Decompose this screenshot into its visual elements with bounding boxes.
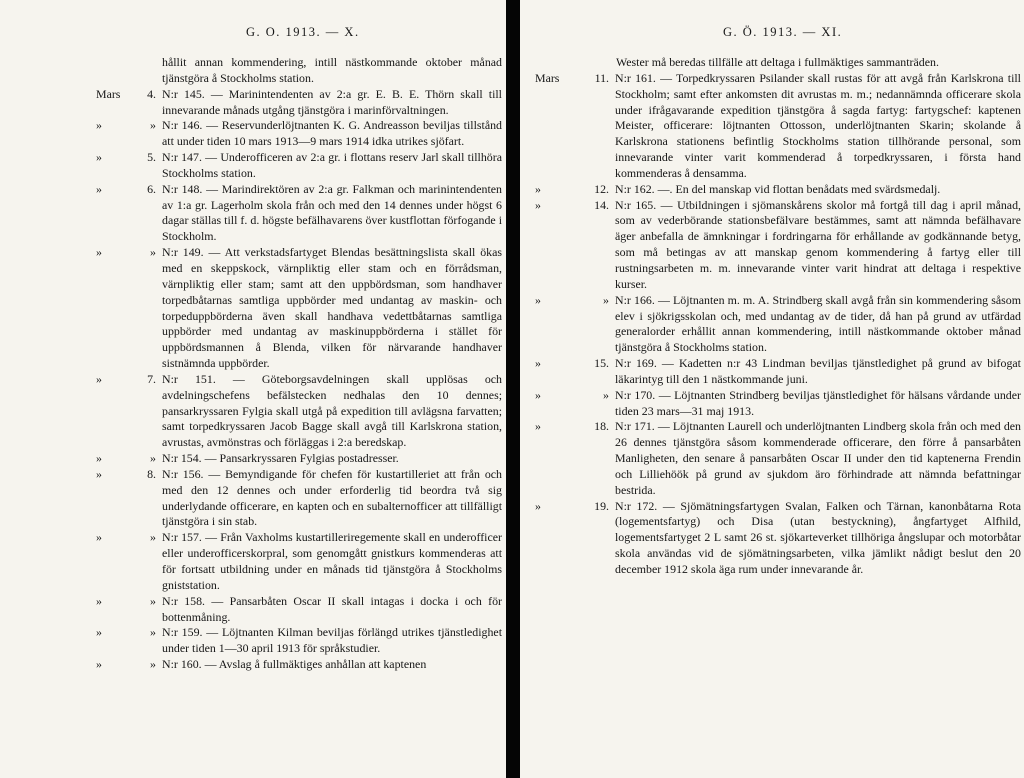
entry-month: » bbox=[96, 530, 102, 545]
entry-text: N:r 161. — Torpedkryssaren Psilander skall rustas för att avgå från Karlskrona till Stockholm; samt efter ankomsten dit avrustas m. m.; nedannämnda officerare skola under ifrågavarande expedition tjänstgöra å sagda fartyg: fartygschef: kaptenen Meister, officerare: löjtnanten Ottosson, underlöjtnanten Skarin; skolande å Karlskrona stationens befintlig Stockholms station tillhörande personal, som innevarande vinter varit kommenderad å torpedkryssaren, i första hand kommenderas å densamma. bbox=[615, 70, 1021, 180]
entry-text: N:r 165. — Utbildningen i sjömanskårens skolor må fortgå till dag i april månad, som av vederbörande stationsbefälvare bestämmes, samt att nämnda befälhavare äger anbefalla de ämnkningar i fordringarna för erhållande av godkännande betyg, som må betingas av att manskap genom kommendering å fartyg eller till rustningsarbeten m. m. innevarande vinter varit hindrat att deltaga i respektive kurser. bbox=[615, 197, 1021, 291]
order-entry bbox=[535, 182, 1021, 198]
entry-text: N:r 158. — Pansarbåten Oscar II skall intagas i docka i och för bottenmåning. bbox=[162, 593, 502, 624]
order-entry bbox=[535, 388, 1021, 420]
entry-month: » bbox=[96, 593, 102, 608]
entry-text: N:r 159. — Löjtnanten Kilman beviljas förlängd utrikes tjänstledighet under tiden 1—30 april 1913 för språkstudier. bbox=[162, 625, 502, 656]
order-entry bbox=[96, 245, 502, 372]
order-entry bbox=[96, 625, 502, 657]
entry-day: 5. bbox=[147, 150, 156, 165]
entry-day: » bbox=[150, 451, 156, 466]
entry-day: » bbox=[150, 625, 156, 640]
entry-text: N:r 160. — Avslag å fullmäktiges anhållan att kaptenen bbox=[162, 657, 427, 672]
entry-month: » bbox=[535, 356, 541, 371]
order-entry bbox=[96, 594, 502, 626]
entry-text: N:r 151. — Göteborgsavdelningen skall upplösas och avdelningschefens befälstecken nedhalas den 10 dennes; pansarkryssaren Fylgia skall utgå på expedition till avlägsna farvatten; samt torpedkryssaren Jacob Bagge skall avgå till Karlskrona station, avrustas, avmönstras och förläggas i 2:a beredskap. bbox=[162, 371, 502, 450]
text-column bbox=[535, 55, 1021, 578]
entry-text: N:r 146. — Reservunderlöjtnanten K. G. Andreasson beviljas tillstånd att under tiden 10 mars 1913—9 mars 1914 idka utrikes sjöfart. bbox=[162, 118, 502, 149]
entry-month: » bbox=[535, 181, 541, 196]
order-entry bbox=[535, 356, 1021, 388]
order-entry bbox=[96, 150, 502, 182]
entry-month: Mars bbox=[96, 86, 121, 101]
entry-month: » bbox=[96, 625, 102, 640]
entry-day: » bbox=[603, 387, 609, 402]
entry-day: 7. bbox=[147, 371, 156, 386]
entry-month: » bbox=[535, 419, 541, 434]
entry-text: N:r 157. — Från Vaxholms kustartilleriregemente skall en underofficer eller underofficerskorpral, som genomgått gnistkurs kommenderas att för fortsatt utbildning under en månads tid tjänstgöra å Stockholms gniststation. bbox=[162, 530, 502, 592]
entry-month: » bbox=[96, 150, 102, 165]
order-entry bbox=[96, 372, 502, 451]
entry-day: » bbox=[150, 657, 156, 672]
entry-month: Mars bbox=[535, 70, 560, 85]
entry-month: » bbox=[535, 197, 541, 212]
entry-text: N:r 172. — Sjömätningsfartygen Svalan, Falken och Tärnan, kanonbåtarna Rota (logementsfartyg) och Disa (utan bestyckning), ångfartyget Alfhild, logementsfartyget 2 L samt 26 st. sjökarteverket tillhöriga ångslupar och motorbåtar skola användas vid de sjömätningsarbeten, vilka jämlikt nådigt beslut den 20 december 1912 skola äga rum under innevarande år. bbox=[615, 498, 1021, 576]
entry-text: N:r 166. — Löjtnanten m. m. A. Strindberg skall avgå från sin kommendering såsom elev i sjökrigsskolan och, med undantag av de tider, då han på grund av utfärdad generalorder erhållit annan kommendering, intill nästkommande oktober månad tjänstgöra å Stockholms station. bbox=[615, 292, 1021, 355]
order-entry bbox=[96, 657, 502, 673]
entry-month: » bbox=[96, 371, 102, 386]
entry-day: 11. bbox=[594, 70, 609, 85]
entry-day: » bbox=[150, 593, 156, 608]
entry-day: » bbox=[603, 292, 609, 307]
continuation-paragraph: hållit annan kommendering, intill nästkommande oktober månad tjänstgöra å Stockholms station. bbox=[162, 55, 502, 85]
entry-day: 19. bbox=[594, 498, 609, 513]
entry-day: 14. bbox=[594, 197, 609, 212]
entry-day: » bbox=[150, 530, 156, 545]
entry-month: » bbox=[96, 118, 102, 133]
order-entry bbox=[535, 419, 1021, 498]
order-entry bbox=[535, 499, 1021, 578]
entry-text: N:r 169. — Kadetten n:r 43 Lindman beviljas tjänstledighet på grund av bifogat läkarintyg till den 1 nästkommande juni. bbox=[615, 356, 1021, 386]
entry-day: » bbox=[150, 118, 156, 133]
entry-month: » bbox=[535, 292, 541, 307]
entry-text: N:r 145. — Marinintendenten av 2:a gr. E. B. E. Thörn skall till innevarande månads utgång tjänstgöra i marinförvaltningen. bbox=[162, 86, 502, 117]
entry-day: 18. bbox=[594, 419, 609, 434]
entry-month: » bbox=[535, 498, 541, 513]
order-entry bbox=[96, 451, 502, 467]
page-header: G. O. 1913. — X. bbox=[246, 25, 360, 39]
entry-day: 6. bbox=[147, 181, 156, 196]
order-entry bbox=[535, 198, 1021, 293]
order-entry bbox=[535, 71, 1021, 182]
page-header: G. Ö. 1913. — XI. bbox=[723, 25, 843, 39]
left-page bbox=[0, 0, 506, 778]
entry-month: » bbox=[96, 466, 102, 481]
entry-day: 12. bbox=[594, 181, 609, 196]
order-entry bbox=[96, 182, 502, 245]
entry-list bbox=[535, 71, 1021, 578]
entry-month: » bbox=[96, 657, 102, 672]
entry-month: » bbox=[535, 387, 541, 402]
entry-text: N:r 171. — Löjtnanten Laurell och underlöjtnanten Lindberg skola från och med den 26 dennes tjänstgöra såsom kommenderade officerare, den förre å pansarbåten Manligheten, den senare å pansarbåten Oscar II under den tid kaptenerna Frendin och Lilliehöök på grund av sjukdom äro förhindrade att nämnda befattningar bestrida. bbox=[615, 419, 1021, 497]
entry-day: 8. bbox=[147, 466, 156, 481]
order-entry bbox=[96, 87, 502, 119]
continuation-paragraph: Wester må beredas tillfälle att deltaga i fullmäktiges sammanträden. bbox=[616, 55, 939, 69]
entry-day: » bbox=[150, 245, 156, 260]
entry-text: N:r 156. — Bemyndigande för chefen för kustartilleriet att från och med den 12 dennes och under erforderlig tid beordra två sig underlydande officerare, en kapten och en subalternofficer att tillfälligt tjänstgöra i sin stab. bbox=[162, 466, 502, 529]
entry-month: » bbox=[96, 451, 102, 466]
order-entry bbox=[96, 118, 502, 150]
order-entry bbox=[96, 467, 502, 530]
right-page bbox=[520, 0, 1024, 778]
entry-list bbox=[96, 87, 502, 673]
entry-text: N:r 148. — Marindirektören av 2:a gr. Falkman och marinintendenten av 1:a gr. Lagerholm skola från och med den 14 dennes under högst 6 dagar ställas till f. d. högste befälhavarens över kustflottan förfogande i Stockholm. bbox=[162, 181, 502, 244]
entry-text: N:r 147. — Underofficeren av 2:a gr. i flottans reserv Jarl skall tillhöra Stockholms station. bbox=[162, 150, 502, 180]
entry-day: 4. bbox=[147, 86, 156, 101]
text-column bbox=[96, 55, 502, 673]
entry-text: N:r 154. — Pansarkryssaren Fylgias postadresser. bbox=[162, 451, 399, 466]
entry-text: N:r 170. — Löjtnanten Strindberg beviljas tjänstledighet för hälsans vårdande under tiden 23 mars—31 maj 1913. bbox=[615, 387, 1021, 418]
entry-month: » bbox=[96, 181, 102, 196]
book-gutter bbox=[506, 0, 520, 778]
order-entry bbox=[535, 293, 1021, 356]
entry-day: 15. bbox=[594, 356, 609, 371]
entry-month: » bbox=[96, 245, 102, 260]
order-entry bbox=[96, 530, 502, 593]
entry-text: N:r 149. — Att verkstadsfartyget Blendas besättningslista skall ökas med en skeppskock, värnpliktig eller stam och en förrådsman, värnpliktig eller stam; samt att den uppbördsman, som handhaver torpedbåtarnas samtliga uppbörder med undantag av maskin- och torpeduppbörderna även skall handhava vedettbåtarnas samtliga uppbörder med undantag av maskinuppbörderna i stället för uppbördsmannen å Blenda, vilken för närvarande handhaver sistnämnda uppbörder. bbox=[162, 245, 502, 371]
entry-text: N:r 162. —. En del manskap vid flottan benådats med svärdsmedalj. bbox=[615, 181, 941, 196]
